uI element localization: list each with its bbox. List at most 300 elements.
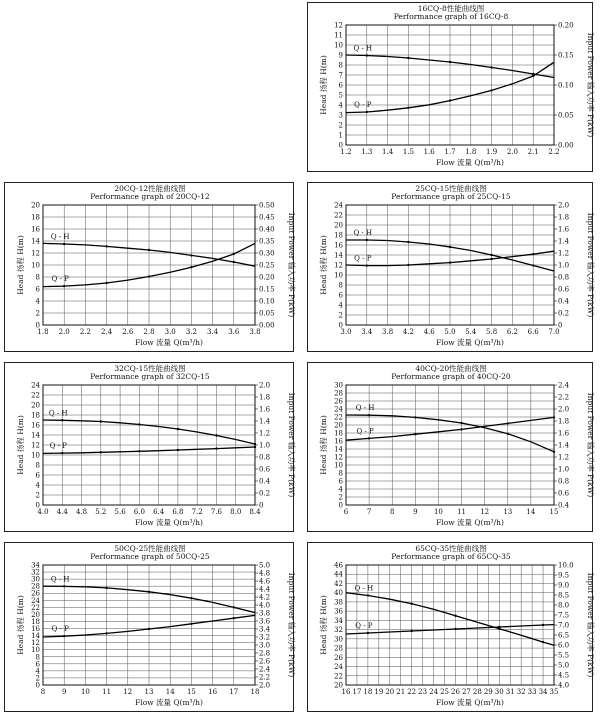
y-right-tick-label: 0.00 bbox=[259, 321, 275, 330]
y-left-tick-label: 12 bbox=[31, 249, 40, 258]
series-point bbox=[407, 264, 409, 266]
series-point bbox=[63, 585, 65, 587]
x-tick-label: 9 bbox=[61, 688, 67, 696]
x-tick-label: 6.0 bbox=[133, 508, 145, 516]
chart-title: 25CQ-15性能曲线图 bbox=[415, 184, 487, 193]
y-left-tick-label: 2 bbox=[338, 121, 343, 130]
chart-title: 32CQ-15性能曲线图 bbox=[114, 364, 186, 373]
y-right-tick-label: 0.35 bbox=[259, 237, 275, 246]
x-axis-label: Flow 流量 Q(m³/h) bbox=[135, 338, 203, 347]
y-left-tick-label: 8 bbox=[35, 653, 40, 662]
chart-panel-32cq-15 bbox=[4, 362, 294, 532]
series-point bbox=[532, 75, 534, 77]
x-tick-label: 1.7 bbox=[444, 148, 456, 156]
y-left-tick-label: 1 bbox=[338, 131, 343, 140]
x-tick-label: 17 bbox=[352, 688, 362, 696]
x-tick-label: 1.5 bbox=[402, 148, 414, 156]
series-point bbox=[449, 99, 451, 101]
y-left-tick-label: 26 bbox=[334, 653, 343, 662]
x-tick-label: 31 bbox=[505, 688, 515, 696]
x-tick-label: 21 bbox=[396, 688, 406, 696]
x-tick-label: 1.8 bbox=[37, 328, 49, 336]
chart-panel-16cq-8 bbox=[307, 2, 593, 172]
y-right-tick-label: 1.6 bbox=[558, 225, 570, 234]
x-tick-label: 26 bbox=[451, 688, 460, 696]
x-axis-label: Flow 流量 Q(m³/h) bbox=[436, 158, 504, 167]
y-left-tick-label: 0 bbox=[35, 501, 40, 510]
y-right-tick-label: 6.0 bbox=[558, 641, 570, 650]
x-axis-label: Flow 流量 Q(m³/h) bbox=[436, 698, 504, 707]
y-left-tick-label: 10 bbox=[31, 646, 40, 655]
x-tick-label: 18 bbox=[250, 688, 260, 696]
series-point bbox=[254, 446, 256, 448]
y-right-axis-label: Input Power 输入功率 P(kW) bbox=[287, 572, 296, 678]
x-tick-label: 7.2 bbox=[191, 508, 203, 516]
y-left-tick-label: 20 bbox=[334, 221, 343, 230]
y-right-tick-label: 2.0 bbox=[558, 405, 570, 414]
y-left-tick-label: 0 bbox=[338, 501, 343, 510]
chart-title: 50CQ-25性能曲线图 bbox=[114, 544, 186, 553]
x-tick-label: 5.8 bbox=[486, 328, 498, 336]
x-tick-label: 15 bbox=[549, 508, 559, 516]
y-right-tick-label: 2.0 bbox=[558, 201, 570, 210]
y-left-tick-label: 30 bbox=[334, 381, 343, 390]
y-left-axis-label: Head 扬程 H(m) bbox=[319, 415, 328, 475]
series-point bbox=[367, 594, 369, 596]
series-point bbox=[553, 451, 555, 453]
plot-frame bbox=[346, 565, 554, 685]
y-left-tick-label: 4 bbox=[338, 485, 343, 494]
y-left-tick-label: 12 bbox=[334, 261, 343, 270]
y-left-tick-label: 10 bbox=[334, 271, 343, 280]
series-label: Q - P bbox=[354, 254, 372, 263]
y-left-tick-label: 22 bbox=[334, 211, 343, 220]
chart-panel-40cq-20 bbox=[307, 362, 593, 532]
x-tick-label: 14 bbox=[165, 688, 175, 696]
series-point bbox=[105, 282, 107, 284]
series-point bbox=[148, 591, 150, 593]
x-tick-label: 14 bbox=[526, 508, 536, 516]
series-point bbox=[190, 623, 192, 625]
y-right-axis-label: Input Power 输入功率 P(kW) bbox=[586, 32, 595, 138]
series-point bbox=[366, 264, 368, 266]
series-point bbox=[507, 422, 509, 424]
y-left-tick-label: 4 bbox=[338, 301, 343, 310]
y-right-tick-label: 0.8 bbox=[558, 273, 570, 282]
y-left-tick-label: 8 bbox=[35, 461, 40, 470]
y-left-tick-label: 16 bbox=[334, 241, 343, 250]
y-right-tick-label: 10.0 bbox=[558, 561, 574, 570]
y-right-tick-label: 6.5 bbox=[558, 631, 570, 640]
series-point bbox=[366, 239, 368, 241]
y-right-tick-label: 0.05 bbox=[259, 309, 275, 318]
x-tick-label: 34 bbox=[538, 688, 548, 696]
y-right-tick-label: 0.6 bbox=[558, 489, 570, 498]
y-left-tick-label: 24 bbox=[31, 596, 40, 605]
x-tick-label: 11 bbox=[457, 508, 467, 516]
series-label: Q - H bbox=[50, 575, 70, 584]
y-left-tick-label: 36 bbox=[334, 607, 343, 616]
series-label: Q - P bbox=[49, 442, 67, 451]
y-left-tick-label: 24 bbox=[334, 201, 343, 210]
y-left-tick-label: 10 bbox=[334, 41, 343, 50]
series-line-q-p bbox=[43, 447, 255, 453]
y-right-tick-label: 1.6 bbox=[259, 405, 271, 414]
y-right-tick-label: 3.2 bbox=[259, 633, 271, 642]
x-tick-label: 20 bbox=[385, 688, 395, 696]
y-right-tick-label: 1.8 bbox=[259, 393, 271, 402]
series-point bbox=[366, 54, 368, 56]
y-left-tick-label: 6 bbox=[35, 660, 40, 669]
plot-frame bbox=[346, 385, 554, 505]
y-right-tick-label: 4.0 bbox=[259, 601, 271, 610]
x-tick-label: 35 bbox=[549, 688, 559, 696]
x-tick-label: 3.8 bbox=[249, 328, 261, 336]
series-point bbox=[532, 253, 534, 255]
y-right-tick-label: 2.0 bbox=[259, 381, 271, 390]
x-tick-label: 1.9 bbox=[486, 148, 498, 156]
series-point bbox=[177, 449, 179, 451]
y-left-tick-label: 2 bbox=[338, 493, 343, 502]
y-right-tick-label: 2.4 bbox=[259, 665, 271, 674]
y-right-tick-label: 7.5 bbox=[558, 611, 570, 620]
y-left-tick-label: 0 bbox=[35, 321, 40, 330]
y-right-tick-label: 0.4 bbox=[558, 501, 570, 510]
y-right-tick-label: 8.5 bbox=[558, 591, 570, 600]
y-left-tick-label: 18 bbox=[31, 411, 40, 420]
x-tick-label: 6.4 bbox=[153, 508, 165, 516]
x-tick-label: 2.2 bbox=[548, 148, 560, 156]
x-tick-label: 32 bbox=[516, 688, 526, 696]
x-tick-label: 3.4 bbox=[361, 328, 373, 336]
x-tick-label: 1.8 bbox=[465, 148, 477, 156]
y-left-tick-label: 10 bbox=[31, 451, 40, 460]
y-right-tick-label: 4.8 bbox=[259, 569, 271, 578]
y-right-tick-label: 0.2 bbox=[558, 309, 570, 318]
series-point bbox=[449, 261, 451, 263]
y-left-tick-label: 4 bbox=[338, 101, 343, 110]
series-point bbox=[414, 416, 416, 418]
y-left-tick-label: 20 bbox=[334, 681, 343, 690]
y-left-tick-label: 22 bbox=[334, 413, 343, 422]
chart-title: 40CQ-20性能曲线图 bbox=[415, 364, 487, 373]
y-left-axis-label: Head 扬程 H(m) bbox=[16, 415, 25, 475]
y-right-tick-label: 2.0 bbox=[259, 681, 271, 690]
series-point bbox=[233, 253, 235, 255]
x-tick-label: 13 bbox=[144, 688, 154, 696]
x-tick-label: 7.0 bbox=[548, 328, 560, 336]
series-label: Q - P bbox=[51, 625, 69, 634]
series-label: Q - P bbox=[354, 101, 372, 109]
y-left-tick-label: 28 bbox=[31, 582, 40, 591]
x-tick-label: 15 bbox=[186, 688, 196, 696]
series-point bbox=[233, 261, 235, 263]
y-left-tick-label: 2 bbox=[35, 309, 40, 318]
y-left-tick-label: 28 bbox=[334, 389, 343, 398]
y-left-tick-label: 34 bbox=[334, 616, 343, 625]
x-tick-label: 7 bbox=[366, 508, 372, 516]
series-point bbox=[367, 632, 369, 634]
x-tick-label: 5.0 bbox=[444, 328, 456, 336]
y-left-tick-label: 12 bbox=[31, 639, 40, 648]
x-tick-label: 3.0 bbox=[164, 328, 176, 336]
chart-subtitle: Performance graph of 65CQ-35 bbox=[391, 552, 511, 561]
y-left-tick-label: 9 bbox=[338, 51, 343, 60]
series-point bbox=[138, 423, 140, 425]
series-point bbox=[61, 452, 63, 454]
y-right-tick-label: 1.4 bbox=[558, 441, 570, 450]
x-tick-label: 28 bbox=[472, 688, 482, 696]
series-line-q-h bbox=[346, 415, 554, 452]
series-point bbox=[490, 258, 492, 260]
series-point bbox=[449, 246, 451, 248]
y-right-tick-label: 4.0 bbox=[558, 681, 570, 690]
y-right-tick-label: 1.6 bbox=[558, 429, 570, 438]
chart-subtitle: Performance graph of 25CQ-15 bbox=[391, 192, 511, 201]
y-left-tick-label: 24 bbox=[334, 405, 343, 414]
y-right-tick-label: 5.0 bbox=[259, 561, 271, 570]
y-left-tick-label: 4 bbox=[35, 667, 40, 676]
y-left-axis-label: Head 扬程 H(m) bbox=[319, 595, 328, 655]
y-right-tick-label: 4.5 bbox=[558, 671, 570, 680]
y-left-tick-label: 24 bbox=[334, 663, 343, 672]
y-right-tick-label: 0.45 bbox=[259, 213, 275, 222]
series-point bbox=[100, 451, 102, 453]
y-left-tick-label: 14 bbox=[334, 445, 343, 454]
series-point bbox=[63, 285, 65, 287]
y-left-tick-label: 12 bbox=[334, 453, 343, 462]
y-left-tick-label: 4 bbox=[35, 297, 40, 306]
y-left-tick-label: 14 bbox=[31, 431, 40, 440]
chart-svg-40cq-20 bbox=[308, 363, 594, 533]
x-tick-label: 7.6 bbox=[210, 508, 223, 516]
y-right-tick-label: 0.6 bbox=[558, 285, 570, 294]
series-point bbox=[490, 89, 492, 91]
y-left-tick-label: 11 bbox=[334, 31, 343, 40]
y-left-tick-label: 18 bbox=[334, 429, 343, 438]
y-right-tick-label: 3.6 bbox=[259, 617, 271, 626]
series-line-q-p bbox=[346, 625, 554, 634]
series-point bbox=[190, 254, 192, 256]
y-right-tick-label: 1.2 bbox=[558, 249, 570, 258]
y-left-tick-label: 8 bbox=[35, 273, 40, 282]
y-right-tick-label: 1.0 bbox=[558, 261, 570, 270]
x-tick-label: 3.6 bbox=[228, 328, 240, 336]
series-label: Q - H bbox=[354, 584, 374, 593]
y-right-axis-label: Input Power 输入功率 P(kW) bbox=[287, 212, 296, 318]
y-left-tick-label: 10 bbox=[334, 461, 343, 470]
series-point bbox=[542, 641, 544, 643]
series-point bbox=[449, 61, 451, 63]
y-left-tick-label: 2 bbox=[35, 491, 40, 500]
y-right-axis-label: Input Power 输入功率 P(kW) bbox=[586, 392, 595, 498]
series-point bbox=[490, 254, 492, 256]
series-point bbox=[233, 617, 235, 619]
y-right-axis-label: Input Power 输入功率 P(kW) bbox=[287, 392, 296, 498]
x-axis-label: Flow 流量 Q(m³/h) bbox=[436, 518, 504, 527]
y-left-tick-label: 16 bbox=[31, 421, 40, 430]
x-tick-label: 2.1 bbox=[527, 148, 539, 156]
y-right-tick-label: 0 bbox=[259, 501, 264, 510]
y-right-tick-label: 1.0 bbox=[558, 465, 570, 474]
y-left-tick-label: 38 bbox=[334, 598, 343, 607]
series-point bbox=[532, 264, 534, 266]
y-left-tick-label: 5 bbox=[338, 91, 343, 100]
x-tick-label: 6.6 bbox=[527, 328, 539, 336]
x-tick-label: 5.6 bbox=[114, 508, 126, 516]
series-point bbox=[454, 615, 456, 617]
chart-svg-32cq-15 bbox=[5, 363, 295, 533]
x-tick-label: 8 bbox=[40, 688, 46, 696]
x-axis-label: Flow 流量 Q(m³/h) bbox=[135, 518, 203, 527]
x-tick-label: 12 bbox=[123, 688, 133, 696]
series-point bbox=[368, 437, 370, 439]
x-tick-label: 9 bbox=[413, 508, 418, 516]
series-point bbox=[410, 603, 412, 605]
x-tick-label: 10 bbox=[80, 688, 90, 696]
x-tick-label: 33 bbox=[527, 688, 537, 696]
y-right-tick-label: 0.20 bbox=[259, 273, 275, 282]
y-left-tick-label: 18 bbox=[31, 213, 40, 222]
x-tick-label: 30 bbox=[494, 688, 504, 696]
y-right-tick-label: 1.2 bbox=[558, 453, 570, 462]
chart-panel-25cq-15 bbox=[307, 182, 593, 352]
y-right-axis-label: Input Power 输入功率 P(kW) bbox=[586, 572, 595, 678]
chart-subtitle: Performance graph of 40CQ-20 bbox=[391, 372, 511, 381]
y-left-tick-label: 6 bbox=[338, 81, 343, 90]
x-tick-label: 16 bbox=[208, 688, 218, 696]
y-right-tick-label: 2.6 bbox=[259, 657, 271, 666]
x-tick-label: 5.2 bbox=[95, 508, 107, 516]
x-tick-label: 3.4 bbox=[207, 328, 219, 336]
series-line-q-h bbox=[43, 420, 255, 444]
y-right-tick-label: 0.15 bbox=[558, 51, 574, 60]
x-tick-label: 4.6 bbox=[423, 328, 435, 336]
chart-svg-65cq-35 bbox=[308, 543, 594, 713]
y-right-tick-label: 0.00 bbox=[558, 141, 574, 150]
series-point bbox=[507, 433, 509, 435]
y-right-tick-label: 8.0 bbox=[558, 601, 570, 610]
x-tick-label: 29 bbox=[483, 688, 493, 696]
series-point bbox=[138, 450, 140, 452]
series-label: Q - P bbox=[356, 427, 374, 436]
y-left-tick-label: 0 bbox=[338, 141, 343, 150]
y-left-tick-label: 8 bbox=[338, 281, 343, 290]
y-left-tick-label: 14 bbox=[31, 632, 40, 641]
chart-subtitle: Performance graph of 16CQ-8 bbox=[393, 12, 509, 21]
series-label: Q - P bbox=[355, 622, 373, 630]
y-left-tick-label: 16 bbox=[31, 625, 40, 634]
x-tick-label: 8.4 bbox=[249, 508, 261, 516]
series-label: Q - H bbox=[353, 229, 373, 237]
series-point bbox=[148, 275, 150, 277]
y-left-tick-label: 2 bbox=[338, 311, 343, 320]
y-left-tick-label: 4 bbox=[35, 481, 40, 490]
y-right-tick-label: 4.2 bbox=[259, 593, 271, 602]
series-point bbox=[148, 628, 150, 630]
x-tick-label: 2.6 bbox=[122, 328, 134, 336]
x-tick-label: 24 bbox=[429, 688, 439, 696]
y-left-tick-label: 6 bbox=[338, 477, 343, 486]
x-tick-label: 18 bbox=[363, 688, 373, 696]
series-point bbox=[148, 249, 150, 251]
series-point bbox=[410, 630, 412, 632]
y-left-tick-label: 20 bbox=[31, 401, 40, 410]
y-right-tick-label: 0.8 bbox=[259, 453, 271, 462]
y-left-tick-label: 44 bbox=[334, 570, 343, 579]
y-left-tick-label: 14 bbox=[334, 251, 343, 260]
y-right-tick-label: 0 bbox=[558, 321, 563, 330]
series-point bbox=[215, 434, 217, 436]
y-left-tick-label: 32 bbox=[31, 568, 40, 577]
x-tick-label: 2.4 bbox=[101, 328, 113, 336]
y-right-tick-label: 3.0 bbox=[259, 641, 271, 650]
y-left-axis-label: Head 扬程 H(m) bbox=[319, 55, 328, 115]
series-label: Q - H bbox=[353, 44, 373, 53]
series-point bbox=[105, 245, 107, 247]
chart-subtitle: Performance graph of 50CQ-25 bbox=[90, 552, 210, 561]
y-left-tick-label: 14 bbox=[31, 237, 40, 246]
x-tick-label: 5.4 bbox=[465, 328, 477, 336]
chart-title: 16CQ-8性能曲线图 bbox=[417, 4, 485, 13]
y-right-tick-label: 0.50 bbox=[259, 201, 275, 210]
y-right-tick-label: 0.10 bbox=[558, 81, 574, 90]
y-right-tick-label: 9.5 bbox=[558, 571, 570, 580]
y-right-tick-label: 0.40 bbox=[259, 225, 275, 234]
y-right-tick-label: 0.10 bbox=[259, 297, 275, 306]
x-tick-label: 2.8 bbox=[143, 328, 155, 336]
series-point bbox=[100, 420, 102, 422]
series-point bbox=[454, 628, 456, 630]
y-left-tick-label: 8 bbox=[338, 61, 343, 70]
series-point bbox=[105, 632, 107, 634]
y-right-tick-label: 0.15 bbox=[259, 285, 275, 294]
chart-svg-20cq-12 bbox=[5, 183, 295, 353]
series-point bbox=[490, 66, 492, 68]
y-left-tick-label: 18 bbox=[31, 617, 40, 626]
y-left-tick-label: 30 bbox=[334, 635, 343, 644]
x-tick-label: 6.2 bbox=[506, 328, 518, 336]
series-point bbox=[407, 107, 409, 109]
x-tick-label: 13 bbox=[503, 508, 513, 516]
y-left-tick-label: 20 bbox=[334, 421, 343, 430]
y-left-tick-label: 24 bbox=[31, 381, 40, 390]
series-point bbox=[190, 266, 192, 268]
y-left-tick-label: 22 bbox=[31, 391, 40, 400]
x-tick-label: 1.2 bbox=[340, 148, 352, 156]
x-tick-label: 27 bbox=[461, 688, 471, 696]
x-tick-label: 8.0 bbox=[230, 508, 242, 516]
x-tick-label: 17 bbox=[229, 688, 239, 696]
y-left-tick-label: 22 bbox=[334, 672, 343, 681]
chart-subtitle: Performance graph of 20CQ-12 bbox=[90, 192, 210, 201]
y-right-tick-label: 4.6 bbox=[259, 577, 271, 586]
y-left-tick-label: 10 bbox=[31, 261, 40, 270]
y-left-tick-label: 32 bbox=[334, 626, 343, 635]
series-point bbox=[553, 416, 555, 418]
x-axis-label: Flow 流量 Q(m³/h) bbox=[436, 338, 504, 347]
x-tick-label: 1.4 bbox=[382, 148, 394, 156]
series-point bbox=[414, 433, 416, 435]
y-right-tick-label: 9.0 bbox=[558, 581, 570, 590]
y-left-axis-label: Head 扬程 H(m) bbox=[16, 235, 25, 295]
x-tick-label: 2.0 bbox=[58, 328, 70, 336]
y-left-tick-label: 16 bbox=[31, 225, 40, 234]
x-tick-label: 4.2 bbox=[402, 328, 414, 336]
y-right-tick-label: 0.2 bbox=[259, 489, 271, 498]
y-left-tick-label: 12 bbox=[31, 441, 40, 450]
chart-svg-25cq-15 bbox=[308, 183, 594, 353]
